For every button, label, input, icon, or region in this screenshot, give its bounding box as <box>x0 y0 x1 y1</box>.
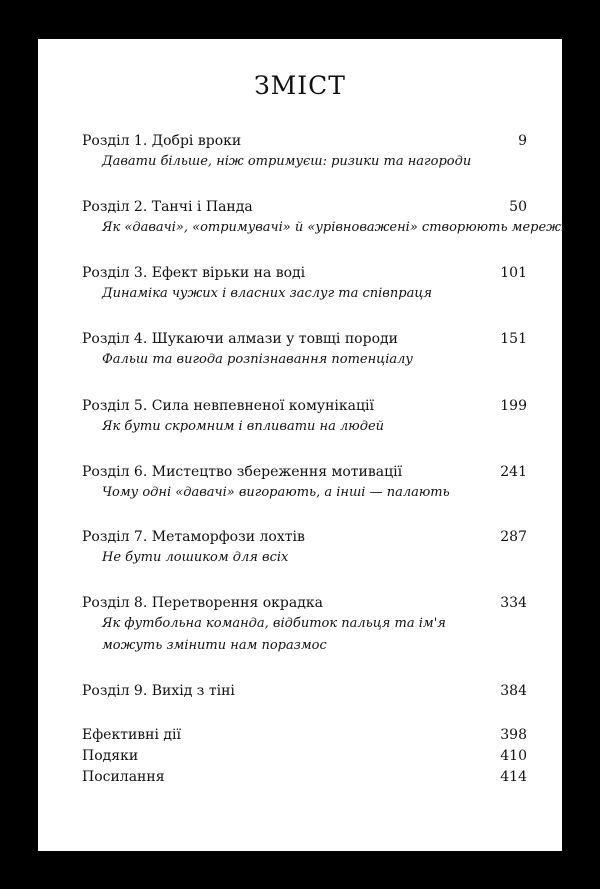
book-page <box>38 39 566 851</box>
chapter-subtitle: Чому одні «давачі» вигорають, а інші — палають <box>102 485 450 500</box>
toc-chapter-3[interactable] <box>82 263 527 305</box>
chapter-subtitle: Динаміка чужих і власних заслуг та співпраця <box>102 286 432 301</box>
chapter-page-number: 9 <box>518 133 527 149</box>
chapter-subtitle: Фальш та вигода розпізнавання потенціалу <box>102 352 413 367</box>
chapter-subtitle: Як футбольна команда, відбиток пальця та ім'я <box>102 616 446 631</box>
toc-chapter-6[interactable] <box>82 462 527 504</box>
chapter-page-number: 241 <box>500 464 527 480</box>
toc-chapter-1[interactable] <box>82 131 527 173</box>
chapter-title: Розділ 1. Добрі вроки <box>82 133 242 149</box>
back-item-title: Ефективні дії <box>82 727 182 743</box>
toc-chapter-8[interactable] <box>82 593 527 657</box>
toc-chapter-5[interactable] <box>82 396 527 438</box>
chapter-subtitle-continued: можуть змінити нам поразмос <box>102 638 327 653</box>
chapter-page-number: 199 <box>500 398 527 414</box>
back-item-title: Подяки <box>82 748 139 764</box>
toc-chapter-9[interactable] <box>82 681 527 701</box>
back-item-page-number: 398 <box>500 727 527 743</box>
chapter-title: Розділ 8. Перетворення окрадка <box>82 595 323 611</box>
chapter-subtitle: Як «давачі», «отримувачі» й «урівноважені» створюють мережі <box>102 220 566 235</box>
chapter-title: Розділ 6. Мистецтво збереження мотивації <box>82 464 403 480</box>
back-item-title: Посилання <box>82 769 165 785</box>
page-title: ЗМІСТ <box>254 71 346 100</box>
chapter-title: Розділ 7. Метаморфози лохтів <box>82 529 305 545</box>
chapter-page-number: 334 <box>500 595 527 611</box>
toc-back-item-acknowledgements[interactable] <box>82 746 527 767</box>
chapter-page-number: 287 <box>500 529 527 545</box>
chapter-title: Розділ 2. Танчі і Панда <box>82 199 253 215</box>
chapter-title: Розділ 5. Сила невпевненої комунікації <box>82 398 374 414</box>
chapter-page-number: 101 <box>500 265 527 281</box>
back-matter <box>82 725 527 788</box>
back-item-page-number: 410 <box>500 748 527 764</box>
chapter-page-number: 151 <box>500 331 527 347</box>
chapter-subtitle: Як бути скромним і впливати на людей <box>102 419 385 434</box>
chapter-title: Розділ 9. Вихід з тіні <box>82 683 235 699</box>
toc-chapter-2[interactable] <box>82 197 566 239</box>
toc-chapter-7[interactable] <box>82 527 527 569</box>
back-item-page-number: 414 <box>500 769 527 785</box>
chapter-subtitle: Не бути лошиком для всіх <box>102 550 289 565</box>
chapter-subtitle: Давати більше, ніж отримуєш: ризики та нагороди <box>102 154 472 169</box>
chapter-title: Розділ 4. Шукаючи алмази у товщі породи <box>82 331 398 347</box>
toc-back-item-actions[interactable] <box>82 725 527 746</box>
toc-chapter-4[interactable] <box>82 329 527 371</box>
chapter-page-number: 50 <box>509 199 527 215</box>
chapter-title: Розділ 3. Ефект вірьки на воді <box>82 265 306 281</box>
toc-back-item-references[interactable] <box>82 767 527 788</box>
chapter-page-number: 384 <box>500 683 527 699</box>
